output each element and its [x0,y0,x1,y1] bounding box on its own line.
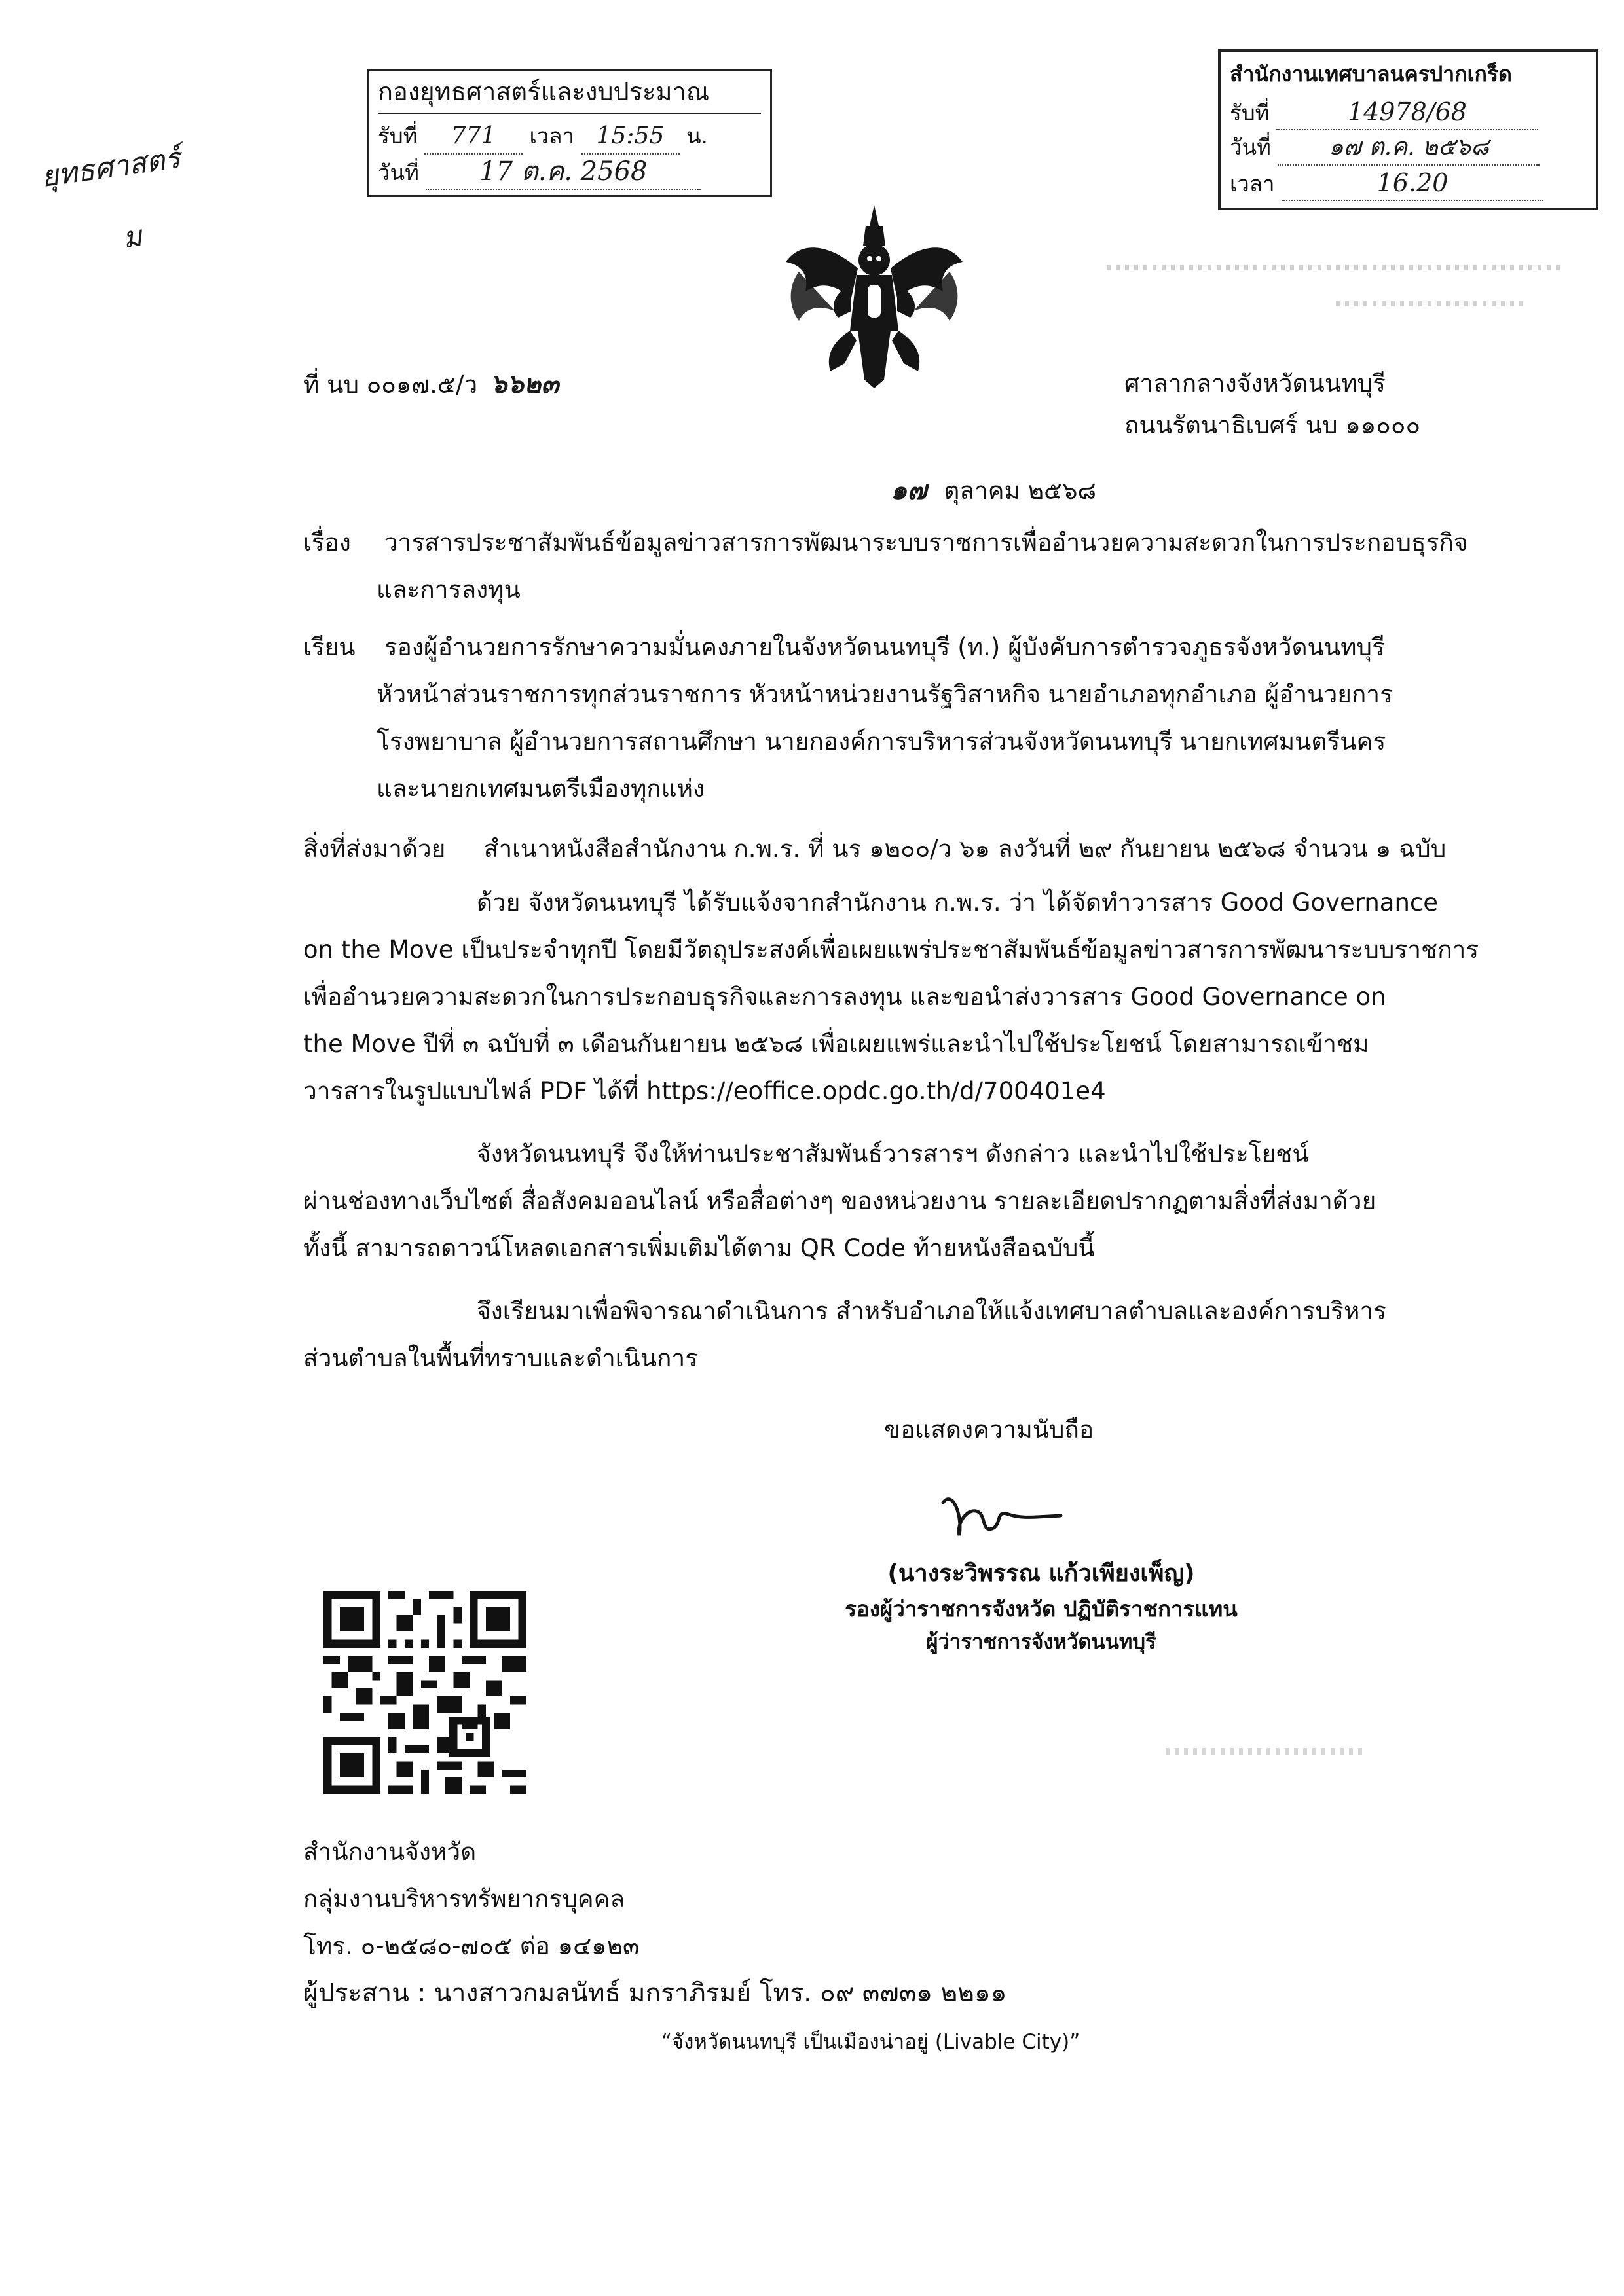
receipt-stamp-right [1218,49,1598,210]
document-date-day: ๑๗ [891,475,927,505]
addressee-block [303,629,1495,808]
signer-block [773,1555,1310,1658]
stamp-left-date-row [378,155,761,190]
subject-block [303,524,1495,609]
paragraph-2-line1: จังหวัดนนทบุรี จึงให้ท่านประชาสัมพันธ์วารสารฯ ดังกล่าว และนำไปใช้ประโยชน์ [477,1140,1309,1168]
enclosure-row [303,830,1446,868]
footer-slogan: “จังหวัดนนทบุรี เป็นเมืองน่าอยู่ (Livable City)” [661,2030,1080,2054]
footer-group: กลุ่มงานบริหารทรัพยากรบุคคล [303,1885,625,1913]
office-address-line1: ศาลากลางจังหวัดนนทบุรี [1124,369,1386,397]
subject-line1: วารสารประชาสัมพันธ์ข้อมูลข่าวสารการพัฒนาระบบราชการเพื่ออำนวยความสะดวกในการประกอบธุรกิจ [384,528,1468,556]
office-address [1124,365,1420,445]
qr-code-icon [323,1591,526,1794]
addressee-line1-row [303,629,1495,666]
subject-line2: และการลงทุน [377,575,521,604]
subject-line1-row [303,524,1495,562]
paragraph-1-line2: on the Move เป็นประจำทุกปี โดยมีวัตถุประสงค์เพื่อเผยแพร่ประชาสัมพันธ์ข้อมูลข่าวสารการพัฒนาระบบราชการ [303,936,1479,964]
signer-position1: รองผู้ว่าราชการจังหวัด ปฏิบัติราชการแทน [845,1596,1238,1622]
stamp-right-receive-label: รับที่ [1230,100,1270,126]
footer-contact [303,1833,1006,2013]
paragraph-1-line5: วารสารในรูปแบบไฟล์ PDF ได้ที่ https://eoffice.opdc.go.th/d/700401e4 [303,1077,1106,1105]
stamp-left-time-suffix: น. [686,123,709,149]
stamp-left-receive-value: 771 [424,119,523,155]
stamp-left-date-value: 17 ต.ค. 2568 [426,155,701,190]
paragraph-1-line4: the Move ปีที่ ๓ ฉบับที่ ๓ เดือนกันยายน ๒๕๖๘ เพื่อเผยแพร่และนำไปใช้ประโยชน์ โดยสามารถเข้าชม [303,1030,1369,1058]
stamp-right-date-row [1230,130,1587,166]
paragraph-1-line3: เพื่ออำนวยความสะดวกในการประกอบธุรกิจและการลงทุน และขอนำส่งวารสาร Good Governance on [303,983,1386,1011]
enclosure-text: สำเนาหนังสือสำนักงาน ก.พ.ร. ที่ นร ๑๒๐๐/ว ๖๑ ลงวันที่ ๒๙ กันยายน ๒๕๖๘ จำนวน ๑ ฉบับ [483,835,1447,863]
addressee-label: เรียน [303,633,356,661]
closing-text: ขอแสดงความนับถือ [884,1415,1094,1444]
stamp-left-time-label: เวลา [529,123,574,149]
enclosure-label: สิ่งที่ส่งมาด้วย [303,835,446,863]
receipt-stamp-left [367,69,772,197]
subject-label: เรื่อง [303,528,351,556]
stamp-right-date-value: ๑๗ ต.ค. ๒๕๖๘ [1278,130,1540,166]
stamp-right-date-label: วันที่ [1230,134,1271,160]
stamp-right-time-label: เวลา [1230,171,1275,196]
signer-position2: ผู้ว่าราชการจังหวัดนนทบุรี [926,1630,1156,1654]
reference-number-printed: ที่ นบ ๐๐๑๗.๕/ว [303,371,478,399]
scan-residue [1107,259,1578,331]
stamp-left-date-label: วันที่ [378,160,419,185]
document-date-month-year: ตุลาคม ๒๕๖๘ [944,477,1097,505]
addressee-line2: หัวหน้าส่วนราชการทุกส่วนราชการ หัวหน้าหน่วยงานรัฐวิสาหกิจ นายอำเภอทุกอำเภอ ผู้อำนวยการ [377,680,1393,708]
margin-note [39,135,193,271]
reference-number-handwritten: ๖๖๒๓ [490,369,559,399]
addressee-line1: รองผู้อำนวยการรักษาความมั่นคงภายในจังหวัดนนทบุรี (ท.) ผู้บังคับการตำรวจภูธรจังหวัดนนทบุรี [384,633,1385,661]
document-date [891,471,1096,510]
stamp-right-receive-row [1230,95,1587,130]
footer-phone: โทร. ๐-๒๕๘๐-๗๐๕ ต่อ ๑๔๑๒๓ [303,1932,640,1960]
stamp-left-receive-row [378,119,761,155]
stamp-left-time-value: 15:55 [581,119,680,155]
paragraph-2-line2: ผ่านช่องทางเว็บไซต์ สื่อสังคมออนไลน์ หรือสื่อต่างๆ ของหน่วยงาน รายละเอียดปรากฏตามสิ่งที่ส่งมาด้วย [303,1187,1376,1215]
body-text [303,884,1495,1377]
margin-note-line2: ม [120,219,144,255]
stamp-right-title: สำนักงานเทศบาลนครปากเกร็ด [1230,62,1512,86]
stamp-right-time-value: 16.20 [1282,166,1543,201]
office-address-line2: ถนนรัตนาธิเบศร์ นบ ๑๑๐๐๐ [1124,411,1421,439]
stamp-right-time-row [1230,166,1587,201]
garuda-emblem-icon [779,200,969,390]
footer-office: สำนักงานจังหวัด [303,1838,477,1866]
stamp-right-receive-value: 14978/68 [1276,95,1538,130]
signature-mark [923,1476,1074,1555]
addressee-line3: โรงพยาบาล ผู้อำนวยการสถานศึกษา นายกองค์การบริหารส่วนจังหวัดนนทบุรี นายกเทศมนตรีนคร [377,727,1386,756]
margin-note-line1: ยุทธศาสตร์ [39,141,183,194]
addressee-line4: และนายกเทศมนตรีเมืองทุกแห่ง [377,774,705,803]
stamp-left-receive-label: รับที่ [378,123,418,149]
paragraph-2-line3: ทั้งนี้ สามารถดาวน์โหลดเอกสารเพิ่มเติมได้ตาม QR Code ท้ายหนังสือฉบับนี้ [303,1234,1095,1262]
paragraph-3-line2: ส่วนตำบลในพื้นที่ทราบและดำเนินการ [303,1344,699,1372]
paragraph-3-line1: จึงเรียนมาเพื่อพิจารณาดำเนินการ สำหรับอำเภอให้แจ้งเทศบาลตำบลและองค์การบริหาร [477,1297,1387,1325]
faint-mark [1166,1748,1362,1755]
paragraph-1-line1: ด้วย จังหวัดนนทบุรี ได้รับแจ้งจากสำนักงาน ก.พ.ร. ว่า ได้จัดทำวารสาร Good Governance [477,888,1439,917]
footer-coordinator: ผู้ประสาน : นางสาวกมลนัทธ์ มกราภิรมย์ โทร. ๐๙ ๓๗๓๑ ๒๒๑๑ [303,1978,1007,2008]
reference-number [303,365,559,404]
stamp-left-title: กองยุทธศาสตร์และงบประมาณ [378,75,761,114]
signer-name: (นางระวิพรรณ แก้วเพียงเพ็ญ) [887,1560,1195,1587]
